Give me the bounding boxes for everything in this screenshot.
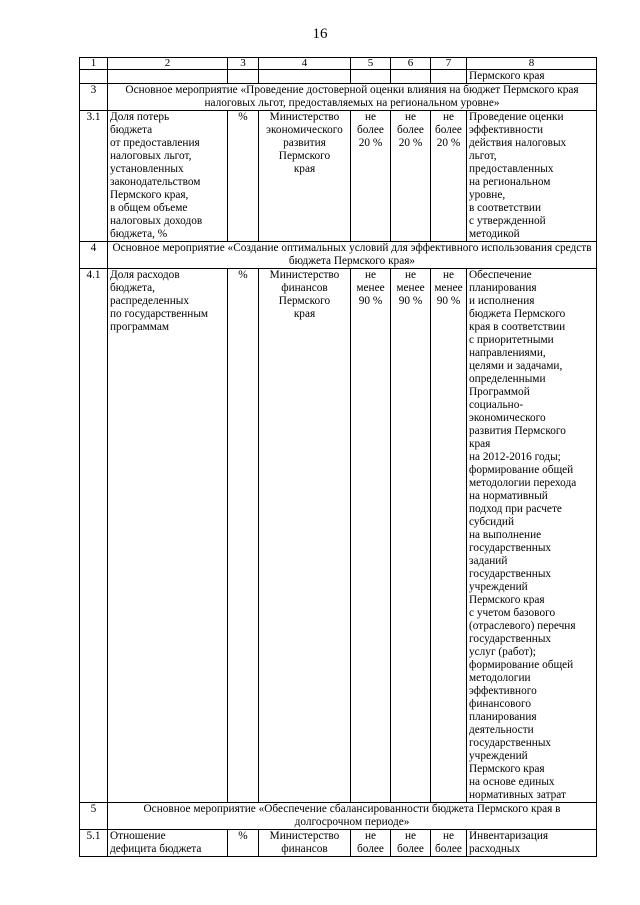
section-number: 5 — [80, 803, 108, 830]
page-number: 16 — [312, 26, 328, 42]
indicator-name: Отношение дефицита бюджета — [108, 830, 228, 857]
indicator-name: Доля расходов бюджета, распределенных по государственным программам — [108, 269, 228, 803]
section-title: Основное мероприятие «Обеспечение сбалансированности бюджета Пермского края в долгосрочном периоде» — [108, 803, 597, 830]
value-col-5: не более 20 % — [351, 111, 391, 242]
row-number: 3.1 — [80, 111, 108, 242]
section-title: Основное мероприятие «Проведение достоверной оценки влияния на бюджет Пермского края налоговых льгот, предоставляемых на региональном уровне» — [108, 84, 597, 111]
note: Проведение оценки эффективности действия налоговых льгот, предоставленных на региональном уровне, в соответствии с утвержденной методикой — [467, 111, 597, 242]
section-number: 3 — [80, 84, 108, 111]
table-row — [80, 111, 597, 242]
header-col-3: 3 — [228, 58, 259, 70]
value-col-5: не более — [351, 830, 391, 857]
executor: Министерство финансов — [259, 830, 351, 857]
unit: % — [228, 830, 259, 857]
table-row — [80, 830, 597, 857]
section-number: 4 — [80, 242, 108, 269]
value-col-7: не более 20 % — [431, 111, 467, 242]
header-col-7: 7 — [431, 58, 467, 70]
table-row — [80, 269, 597, 803]
header-col-8: 8 — [467, 58, 597, 70]
value-col-7: не более — [431, 830, 467, 857]
section-row — [80, 242, 597, 269]
value-col-6: не более 20 % — [391, 111, 431, 242]
row-number: 5.1 — [80, 830, 108, 857]
section-row — [80, 803, 597, 830]
column-number-header-row — [80, 58, 597, 70]
unit: % — [228, 111, 259, 242]
unit: % — [228, 269, 259, 803]
executor: Министерство экономического развития Пермского края — [259, 111, 351, 242]
header-col-2: 2 — [108, 58, 228, 70]
header-col-5: 5 — [351, 58, 391, 70]
value-col-6: не менее 90 % — [391, 269, 431, 803]
value-col-5: не менее 90 % — [351, 269, 391, 803]
note: Обеспечение планирования и исполнения бюджета Пермского края в соответствии с приоритетными направлениями, целями и задачами, определенными Программой социально- экономического развития Пермского края на 2012-2016 годы; формирование общей методологии перехода на нормативный подход при расчете субсидий на выполнение государственных заданий государственных учреждений Пермского края с учетом базового (отраслевого) перечня государственных услуг (работ); формирование общей методологии эффективного финансового планирования деятельности государственных учреждений Пермского края на основе единых нормативных затрат — [467, 269, 597, 803]
continuation-note: Пермского края — [467, 70, 597, 84]
value-col-6: не более — [391, 830, 431, 857]
indicators-table — [79, 57, 597, 857]
row-number: 4.1 — [80, 269, 108, 803]
executor: Министерство финансов Пермского края — [259, 269, 351, 803]
section-row — [80, 84, 597, 111]
header-col-1: 1 — [80, 58, 108, 70]
header-col-6: 6 — [391, 58, 431, 70]
indicator-name: Доля потерь бюджета от предоставления налоговых льгот, установленных законодательством Пермского края, в общем объеме налоговых доходов бюджета, % — [108, 111, 228, 242]
section-title: Основное мероприятие «Создание оптимальных условий для эффективного использования средств бюджета Пермского края» — [108, 242, 597, 269]
value-col-7: не менее 90 % — [431, 269, 467, 803]
header-col-4: 4 — [259, 58, 351, 70]
continuation-row — [80, 70, 597, 84]
note: Инвентаризация расходных — [467, 830, 597, 857]
